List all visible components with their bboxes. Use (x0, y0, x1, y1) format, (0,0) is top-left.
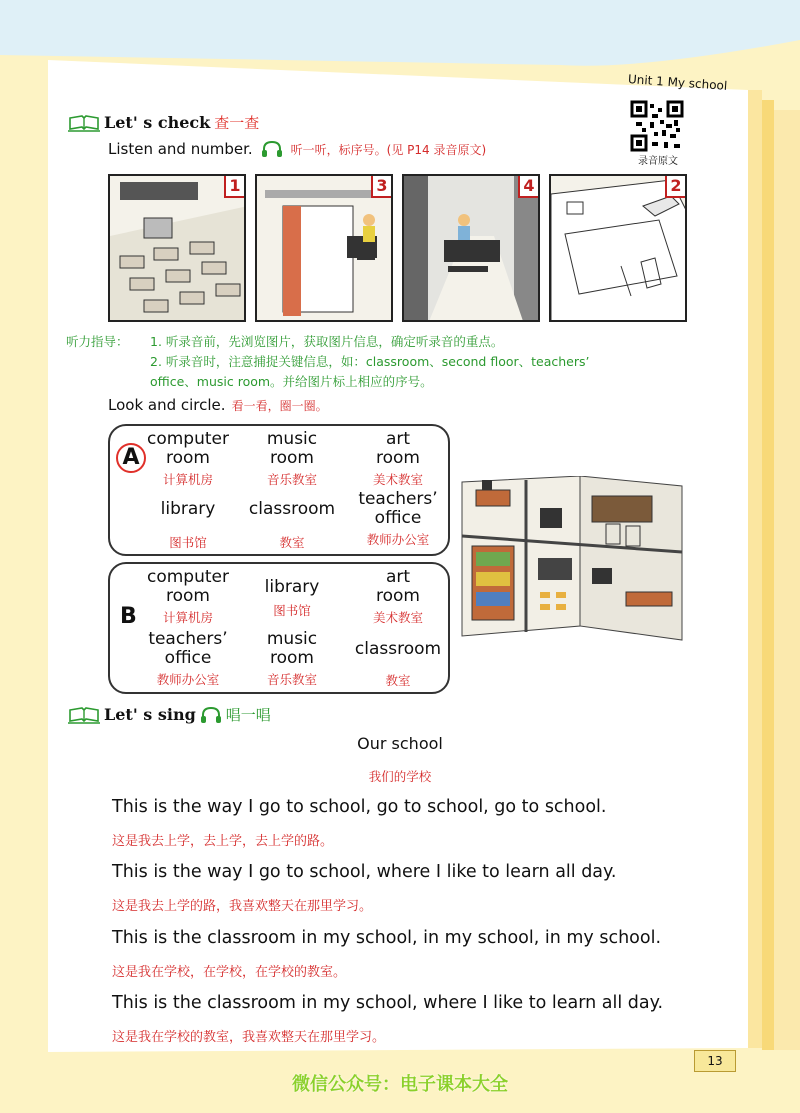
option-item: computer room 计算机房 (147, 567, 229, 625)
picture-classroom (108, 174, 246, 322)
lyric-line: This is the classroom in my school, where I like to learn all day. (112, 993, 664, 1013)
check-section-header (68, 112, 259, 133)
lyric-line: This is the way I go to school, where I like to learn all day. (112, 862, 617, 882)
option-letter-a[interactable]: A (116, 443, 146, 473)
unit-title: Unit 1 My school (627, 72, 728, 93)
option-item: teachers’ office 教师办公室 (358, 489, 438, 547)
song-title-cn: 我们的学校 (368, 769, 432, 784)
check-instruction (108, 140, 486, 158)
lyric-line-cn: 这是我去上学，去上学，去上学的路。 (112, 834, 334, 849)
lyric-line-cn: 这是我在学校的教室，我喜欢整天在那里学习。 (112, 1030, 386, 1045)
picture-music-room-piano (402, 174, 540, 322)
picture-second-floor (549, 174, 687, 322)
option-item: music room 音乐教室 (266, 629, 318, 687)
picture-number[interactable]: 2 (665, 174, 687, 198)
look-instruction-cn: 看一看，圈一圈。 (231, 398, 328, 413)
sing-title-cn: 唱一唱 (225, 706, 271, 724)
page-number: 13 (694, 1050, 736, 1072)
headphones-icon[interactable] (261, 140, 283, 158)
picture-music-room (255, 174, 393, 322)
guide-line-3: office、music room。并给图片标上相应的序号。 (150, 374, 433, 389)
book-icon (68, 114, 100, 132)
option-item: classroom 教室 (248, 499, 336, 550)
option-item: classroom 教室 (354, 639, 442, 688)
qr-label: 录音原文 (638, 156, 678, 167)
option-b-box[interactable] (108, 562, 450, 694)
look-instruction (108, 396, 328, 414)
option-item: library 图书馆 (264, 577, 320, 618)
school-building-illustration (456, 476, 686, 642)
lyric-line: This is the classroom in my school, in my school, in my school. (112, 928, 662, 948)
option-item: library 图书馆 (160, 499, 216, 550)
option-item: art room 美术教室 (372, 429, 423, 487)
lyric-line-cn: 这是我去上学的路，我喜欢整天在那里学习。 (112, 899, 373, 914)
option-item: art room 美术教室 (372, 567, 423, 625)
check-title-cn: 查一查 (214, 114, 260, 132)
guide-line-2: 2. 听录音时，注意捕捉关键信息，如：classroom、second floor、teachers’ (150, 354, 590, 369)
option-item: teachers’ office 教师办公室 (148, 629, 228, 687)
option-item: computer room 计算机房 (147, 429, 229, 487)
option-a-box[interactable] (108, 424, 450, 556)
look-instruction-en: Look and circle. (108, 396, 226, 414)
picture-number[interactable]: 1 (224, 174, 246, 198)
headphones-icon[interactable] (200, 706, 222, 724)
picture-number[interactable]: 4 (518, 174, 540, 198)
picture-number[interactable]: 3 (371, 174, 393, 198)
option-item: music room 音乐教室 (266, 429, 318, 487)
sing-title: Let' s sing (104, 705, 196, 724)
option-letter-b[interactable]: B (120, 604, 137, 629)
guide-label: 听力指导： (66, 334, 129, 349)
check-instruction-cn: 听一听，标序号。(见 P14 录音原文) (290, 142, 487, 157)
watermark: 微信公众号：电子课本大全 (292, 1074, 508, 1095)
sing-section-header (68, 704, 271, 725)
book-icon (68, 706, 100, 724)
check-title: Let' s check (104, 113, 211, 132)
guide-line-1: 1. 听录音前，先浏览图片，获取图片信息，确定听录音的重点。 (150, 334, 504, 349)
lyric-line: This is the way I go to school, go to school, go to school. (112, 797, 607, 817)
lyric-line-cn: 这是我在学校，在学校，在学校的教室。 (112, 965, 347, 980)
check-instruction-en: Listen and number. (108, 140, 253, 158)
qr-code-icon (630, 100, 684, 152)
song-title: Our school (357, 734, 443, 753)
